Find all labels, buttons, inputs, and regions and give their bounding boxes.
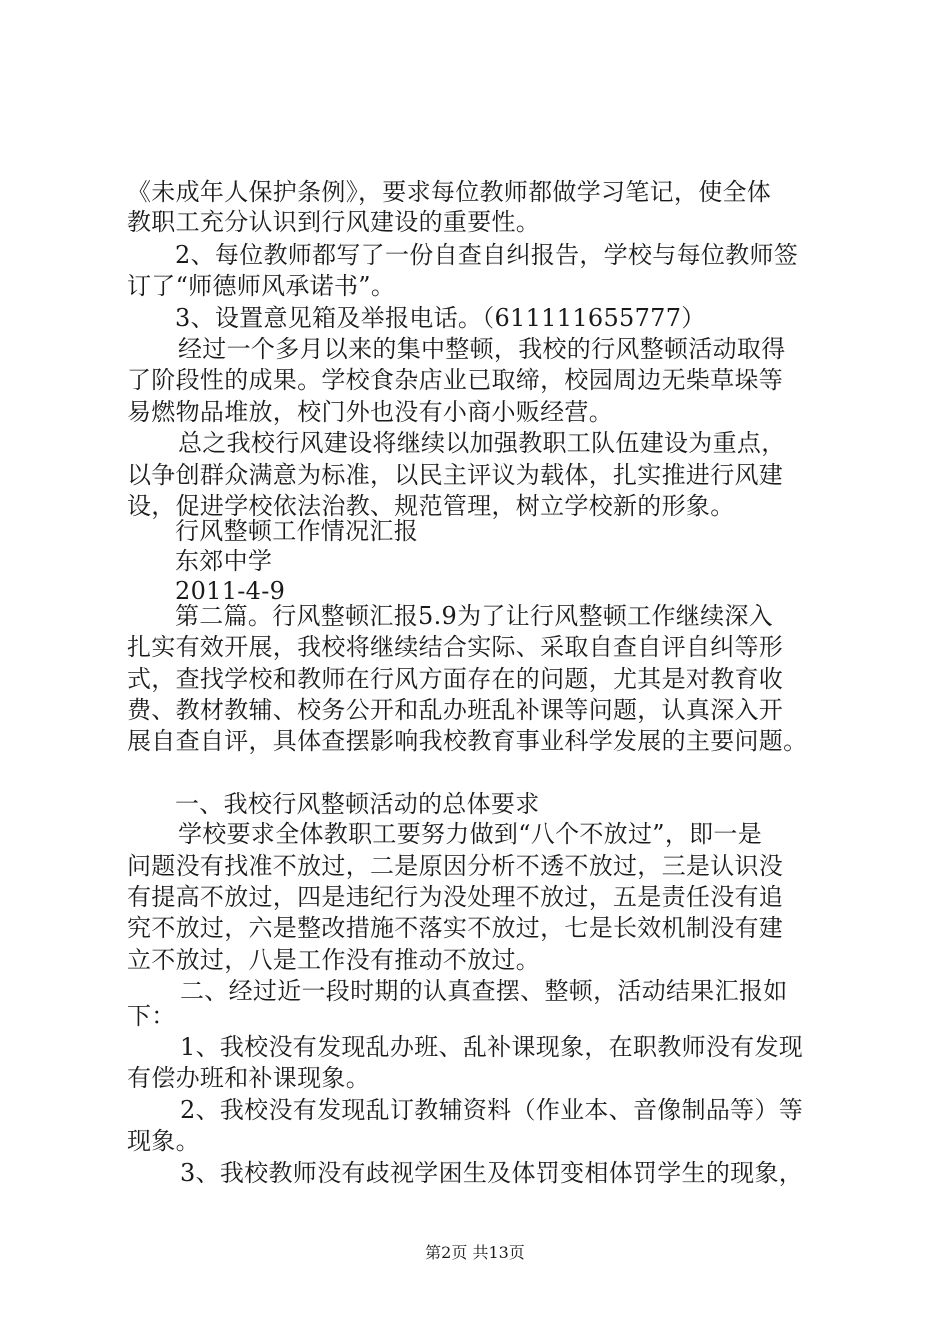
text-line: 有偿办班和补课现象。 xyxy=(127,1064,370,1092)
text-line: 教职工充分认识到行风建设的重要性。 xyxy=(127,208,541,236)
text-line: 式，查找学校和教师在行风方面存在的问题，尤其是对教育收 xyxy=(127,665,784,693)
text-line: 费、教材教辅、校务公开和乱办班乱补课等问题，认真深入开 xyxy=(127,696,784,724)
text-line: 学校要求全体教职工要努力做到“八个不放过”，即一是 xyxy=(178,820,763,848)
text-line: 3、设置意见箱及举报电话。（611111655777） xyxy=(175,304,706,332)
report-date: 2011-4-9 xyxy=(175,577,286,605)
report-title: 行风整顿工作情况汇报 xyxy=(175,517,418,545)
text-line: 总之我校行风建设将继续以加强教职工队伍建设为重点， xyxy=(178,429,786,457)
text-line: 现象。 xyxy=(127,1127,200,1155)
text-line: 1、我校没有发现乱办班、乱补课现象，在职教师没有发现 xyxy=(180,1033,804,1061)
text-line: 究不放过，六是整改措施不落实不放过，七是长效机制没有建 xyxy=(127,914,784,942)
text-line: 展自查自评，具体查摆影响我校教育事业科学发展的主要问题。 xyxy=(127,727,808,755)
text-line: 立不放过，八是工作没有推动不放过。 xyxy=(127,946,541,974)
text-line: 订了“师德师风承诺书”。 xyxy=(127,272,396,300)
section-heading: 一、我校行风整顿活动的总体要求 xyxy=(175,790,540,818)
section-heading: 二、经过近一段时期的认真查摆、整顿，活动结果汇报如 xyxy=(180,977,788,1005)
text-line: 第二篇。行风整顿汇报5.9为了让行风整顿工作继续深入 xyxy=(175,602,773,630)
text-line: 3、我校教师没有歧视学困生及体罚变相体罚学生的现象， xyxy=(180,1159,804,1187)
text-line: 以争创群众满意为标准，以民主评议为载体，扎实推进行风建 xyxy=(127,461,784,489)
text-line: 易燃物品堆放，校门外也没有小商小贩经营。 xyxy=(127,398,613,426)
text-line: 2、我校没有发现乱订教辅资料（作业本、音像制品等）等 xyxy=(180,1096,804,1124)
text-line: 经过一个多月以来的集中整顿，我校的行风整顿活动取得 xyxy=(178,335,786,363)
text-line: 设，促进学校依法治教、规范管理，树立学校新的形象。 xyxy=(127,492,735,520)
text-line: 扎实有效开展，我校将继续结合实际、采取自查自评自纠等形 xyxy=(127,633,784,661)
text-line: 下： xyxy=(127,1002,176,1030)
text-line: 有提高不放过，四是违纪行为没处理不放过，五是责任没有追 xyxy=(127,883,784,911)
page-number: 第2页 共13页 xyxy=(425,1243,525,1262)
text-line: 了阶段性的成果。学校食杂店业已取缔，校园周边无柴草垛等 xyxy=(127,366,784,394)
text-line: 问题没有找准不放过，二是原因分析不透不放过，三是认识没 xyxy=(127,852,784,880)
text-line: 2、每位教师都写了一份自查自纠报告，学校与每位教师签 xyxy=(175,241,799,269)
text-line: 《未成年人保护条例》，要求每位教师都做学习笔记，使全体 xyxy=(127,178,772,206)
school-name: 东郊中学 xyxy=(175,547,273,575)
